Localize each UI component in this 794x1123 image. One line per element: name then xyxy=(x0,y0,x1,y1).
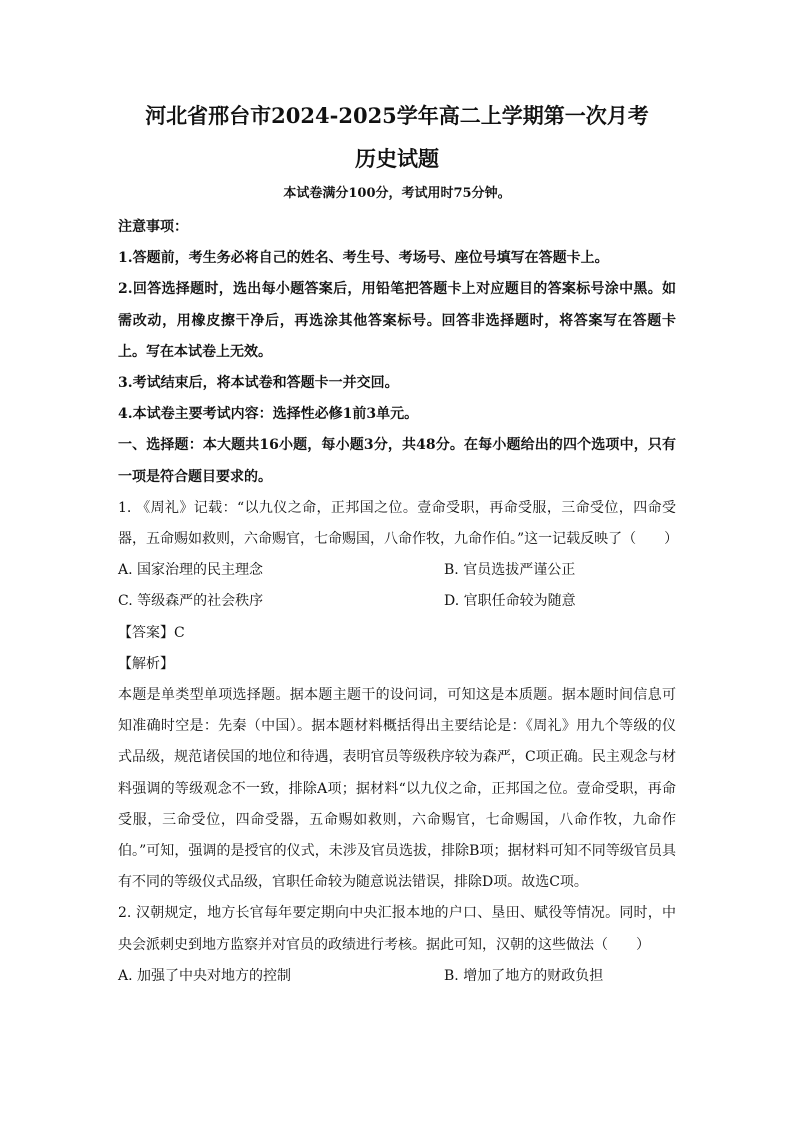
exam-info: 本试卷满分100分，考试用时75分钟。 xyxy=(283,186,511,201)
notice-item-4: 4.本试卷主要考试内容：选择性必修1前3单元。 xyxy=(118,406,419,423)
question-1-options-row-2 xyxy=(118,586,676,617)
subject-title: 历史试题 xyxy=(355,146,439,171)
notice-item-3: 3.考试结束后，将本试卷和答题卡一并交回。 xyxy=(118,375,399,392)
notice-item-1: 1.答题前，考生务必将自己的姓名、考生号、考场号、座位号填写在答题卡上。 xyxy=(118,250,609,267)
question-2-option-b: B. 增加了地方的财政负担 xyxy=(444,967,604,984)
notice-heading: 注意事项： xyxy=(118,219,188,235)
question-1-answer: 【答案】C xyxy=(118,624,185,641)
question-2-stem: 2. 汉朝规定，地方长官每年要定期向中央汇报本地的户口、垦田、赋役等情况。同时，中央会派刺史到地方监察并对官员的政绩进行考核。据此可知，汉朝的这些做法（ ） xyxy=(118,905,676,953)
question-1-option-a: A. 国家治理的民主理念 xyxy=(118,562,264,579)
exam-body xyxy=(118,212,679,992)
question-1-analysis: 本题是单类型单项选择题。据本题主题干的设问词，可知这是本质题。据本题时间信息可知准确时空是：先秦（中国）。据本题材料概括得出主要结论是：《周礼》用九个等级的仪式品级，规范诸侯国的地位和待遇，表明官员等级秩序较为森严，C项正确。民主观念与材料强调的等级观念不一致，排除A项；据材料“以九仪之命，正邦国之位。壹命受职，再命受服，三命受位，四命受器，五命赐如救则，六命赐官，七命赐国，八命作牧，九命作伯。”可知，强调的是授官的仪式，未涉及官员选拔，排除B项；据材料可知不同等级官员具有不同的等级仪式品级，官职任命较为随意说法错误，排除D项。故选C项。 xyxy=(118,687,676,891)
section-heading: 一、选择题：本大题共16小题，每小题3分，共48分。在每小题给出的四个选项中，只有一项是符合题目要求的。 xyxy=(118,437,676,485)
question-1-options-row-1 xyxy=(118,555,676,586)
exam-title: 河北省邢台市2024-2025学年高二上学期第一次月考 xyxy=(145,103,649,128)
question-1-option-d: D. 官职任命较为随意 xyxy=(444,593,576,610)
question-1-analysis-heading: 【解析】 xyxy=(118,655,174,672)
question-2-options-row-1 xyxy=(118,961,676,992)
question-1-stem: 1. 《周礼》记载：“以九仪之命，正邦国之位。壹命受职，再命受服，三命受位，四命受器，五命赐如救则，六命赐官，七命赐国，八命作牧，九命作伯。”这一记载反映了（ ） xyxy=(118,499,679,548)
question-1-option-b: B. 官员选拔严谨公正 xyxy=(444,562,576,579)
question-2-option-a: A. 加强了中央对地方的控制 xyxy=(118,967,292,984)
notice-item-2: 2.回答选择题时，选出每小题答案后，用铅笔把答题卡上对应题目的答案标号涂中黑。如需改动，用橡皮擦干净后，再选涂其他答案标号。回答非选择题时，将答案写在答题卡上。写在本试卷上无效。 xyxy=(118,281,676,360)
question-1-option-c: C. 等级森严的社会秩序 xyxy=(118,593,264,610)
